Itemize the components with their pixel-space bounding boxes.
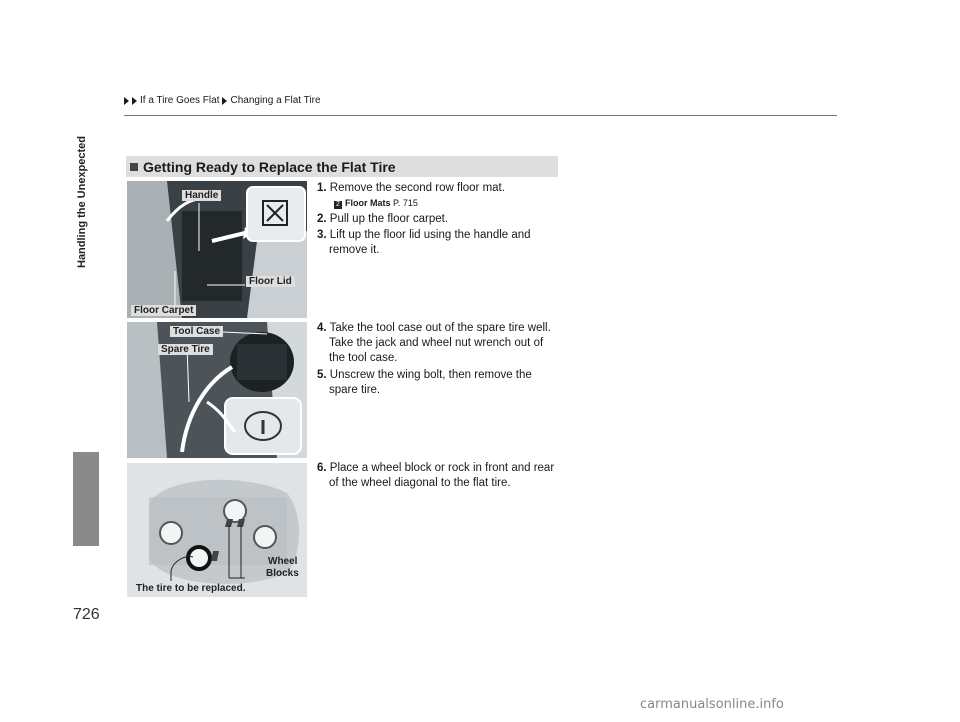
- breadcrumb-level1: If a Tire Goes Flat: [140, 95, 220, 106]
- step-number: 1.: [317, 182, 327, 194]
- label-spare-tire: Spare Tire: [158, 344, 213, 355]
- step-2: [317, 212, 562, 227]
- watermark: carmanualsonline.info: [640, 697, 784, 712]
- step-text: Remove the second row floor mat.: [329, 182, 505, 194]
- triangle-icon: [132, 97, 137, 105]
- figure-spare-tire: [127, 322, 307, 458]
- step-number: 2.: [317, 213, 327, 225]
- header-rule: [124, 115, 837, 116]
- step-text: Take the jack and wheel nut wrench out of: [329, 337, 544, 349]
- label-tire-replaced: The tire to be replaced.: [136, 583, 246, 594]
- step-1: [317, 181, 562, 196]
- figure-floor-lid: [127, 181, 307, 318]
- step-text: remove it.: [329, 244, 380, 256]
- step-5: [317, 368, 562, 398]
- square-bullet-icon: [130, 163, 138, 171]
- xref-title: Floor Mats: [345, 198, 391, 208]
- step-number: 4.: [317, 322, 327, 334]
- figure-wheel-blocks: [127, 463, 307, 597]
- step-4: [317, 321, 562, 366]
- step-text: Place a wheel block or rock in front and rear: [329, 462, 555, 474]
- step-number: 3.: [317, 229, 327, 241]
- step-text: Take the tool case out of the spare tire well.: [329, 322, 551, 334]
- step-text: Unscrew the wing bolt, then remove the: [329, 369, 532, 381]
- chapter-title: Handling the Unexpected: [76, 136, 88, 269]
- section-header: [126, 156, 558, 177]
- cross-reference[interactable]: [334, 198, 418, 209]
- step-text: Pull up the floor carpet.: [329, 213, 449, 225]
- step-number: 5.: [317, 369, 327, 381]
- label-wheel-blocks-line2: Blocks: [266, 568, 299, 579]
- triangle-icon: [124, 97, 129, 105]
- page-number: 726: [73, 606, 100, 623]
- xref-page: P. 715: [393, 198, 418, 208]
- step-text: Lift up the floor lid using the handle and: [329, 229, 531, 241]
- label-tool-case: Tool Case: [170, 326, 223, 337]
- chapter-tab: [73, 452, 99, 546]
- step-text: spare tire.: [329, 384, 381, 396]
- section-title: Getting Ready to Replace the Flat Tire: [143, 158, 396, 175]
- spare-tire-illustration: [127, 322, 307, 458]
- step-3: [317, 228, 562, 258]
- triangle-icon: [222, 97, 227, 105]
- label-floor-lid: Floor Lid: [246, 276, 295, 287]
- reference-icon: 2: [334, 201, 342, 209]
- step-number: 6.: [317, 462, 327, 474]
- label-floor-carpet: Floor Carpet: [131, 305, 196, 316]
- floor-lid-illustration: [127, 181, 307, 318]
- step-text: of the wheel diagonal to the flat tire.: [329, 477, 511, 489]
- label-handle: Handle: [182, 190, 221, 201]
- breadcrumb: [124, 95, 321, 106]
- step-text: the tool case.: [329, 352, 398, 364]
- step-6: [317, 461, 562, 491]
- label-wheel-blocks-line1: Wheel: [268, 556, 298, 567]
- breadcrumb-level2: Changing a Flat Tire: [230, 95, 321, 106]
